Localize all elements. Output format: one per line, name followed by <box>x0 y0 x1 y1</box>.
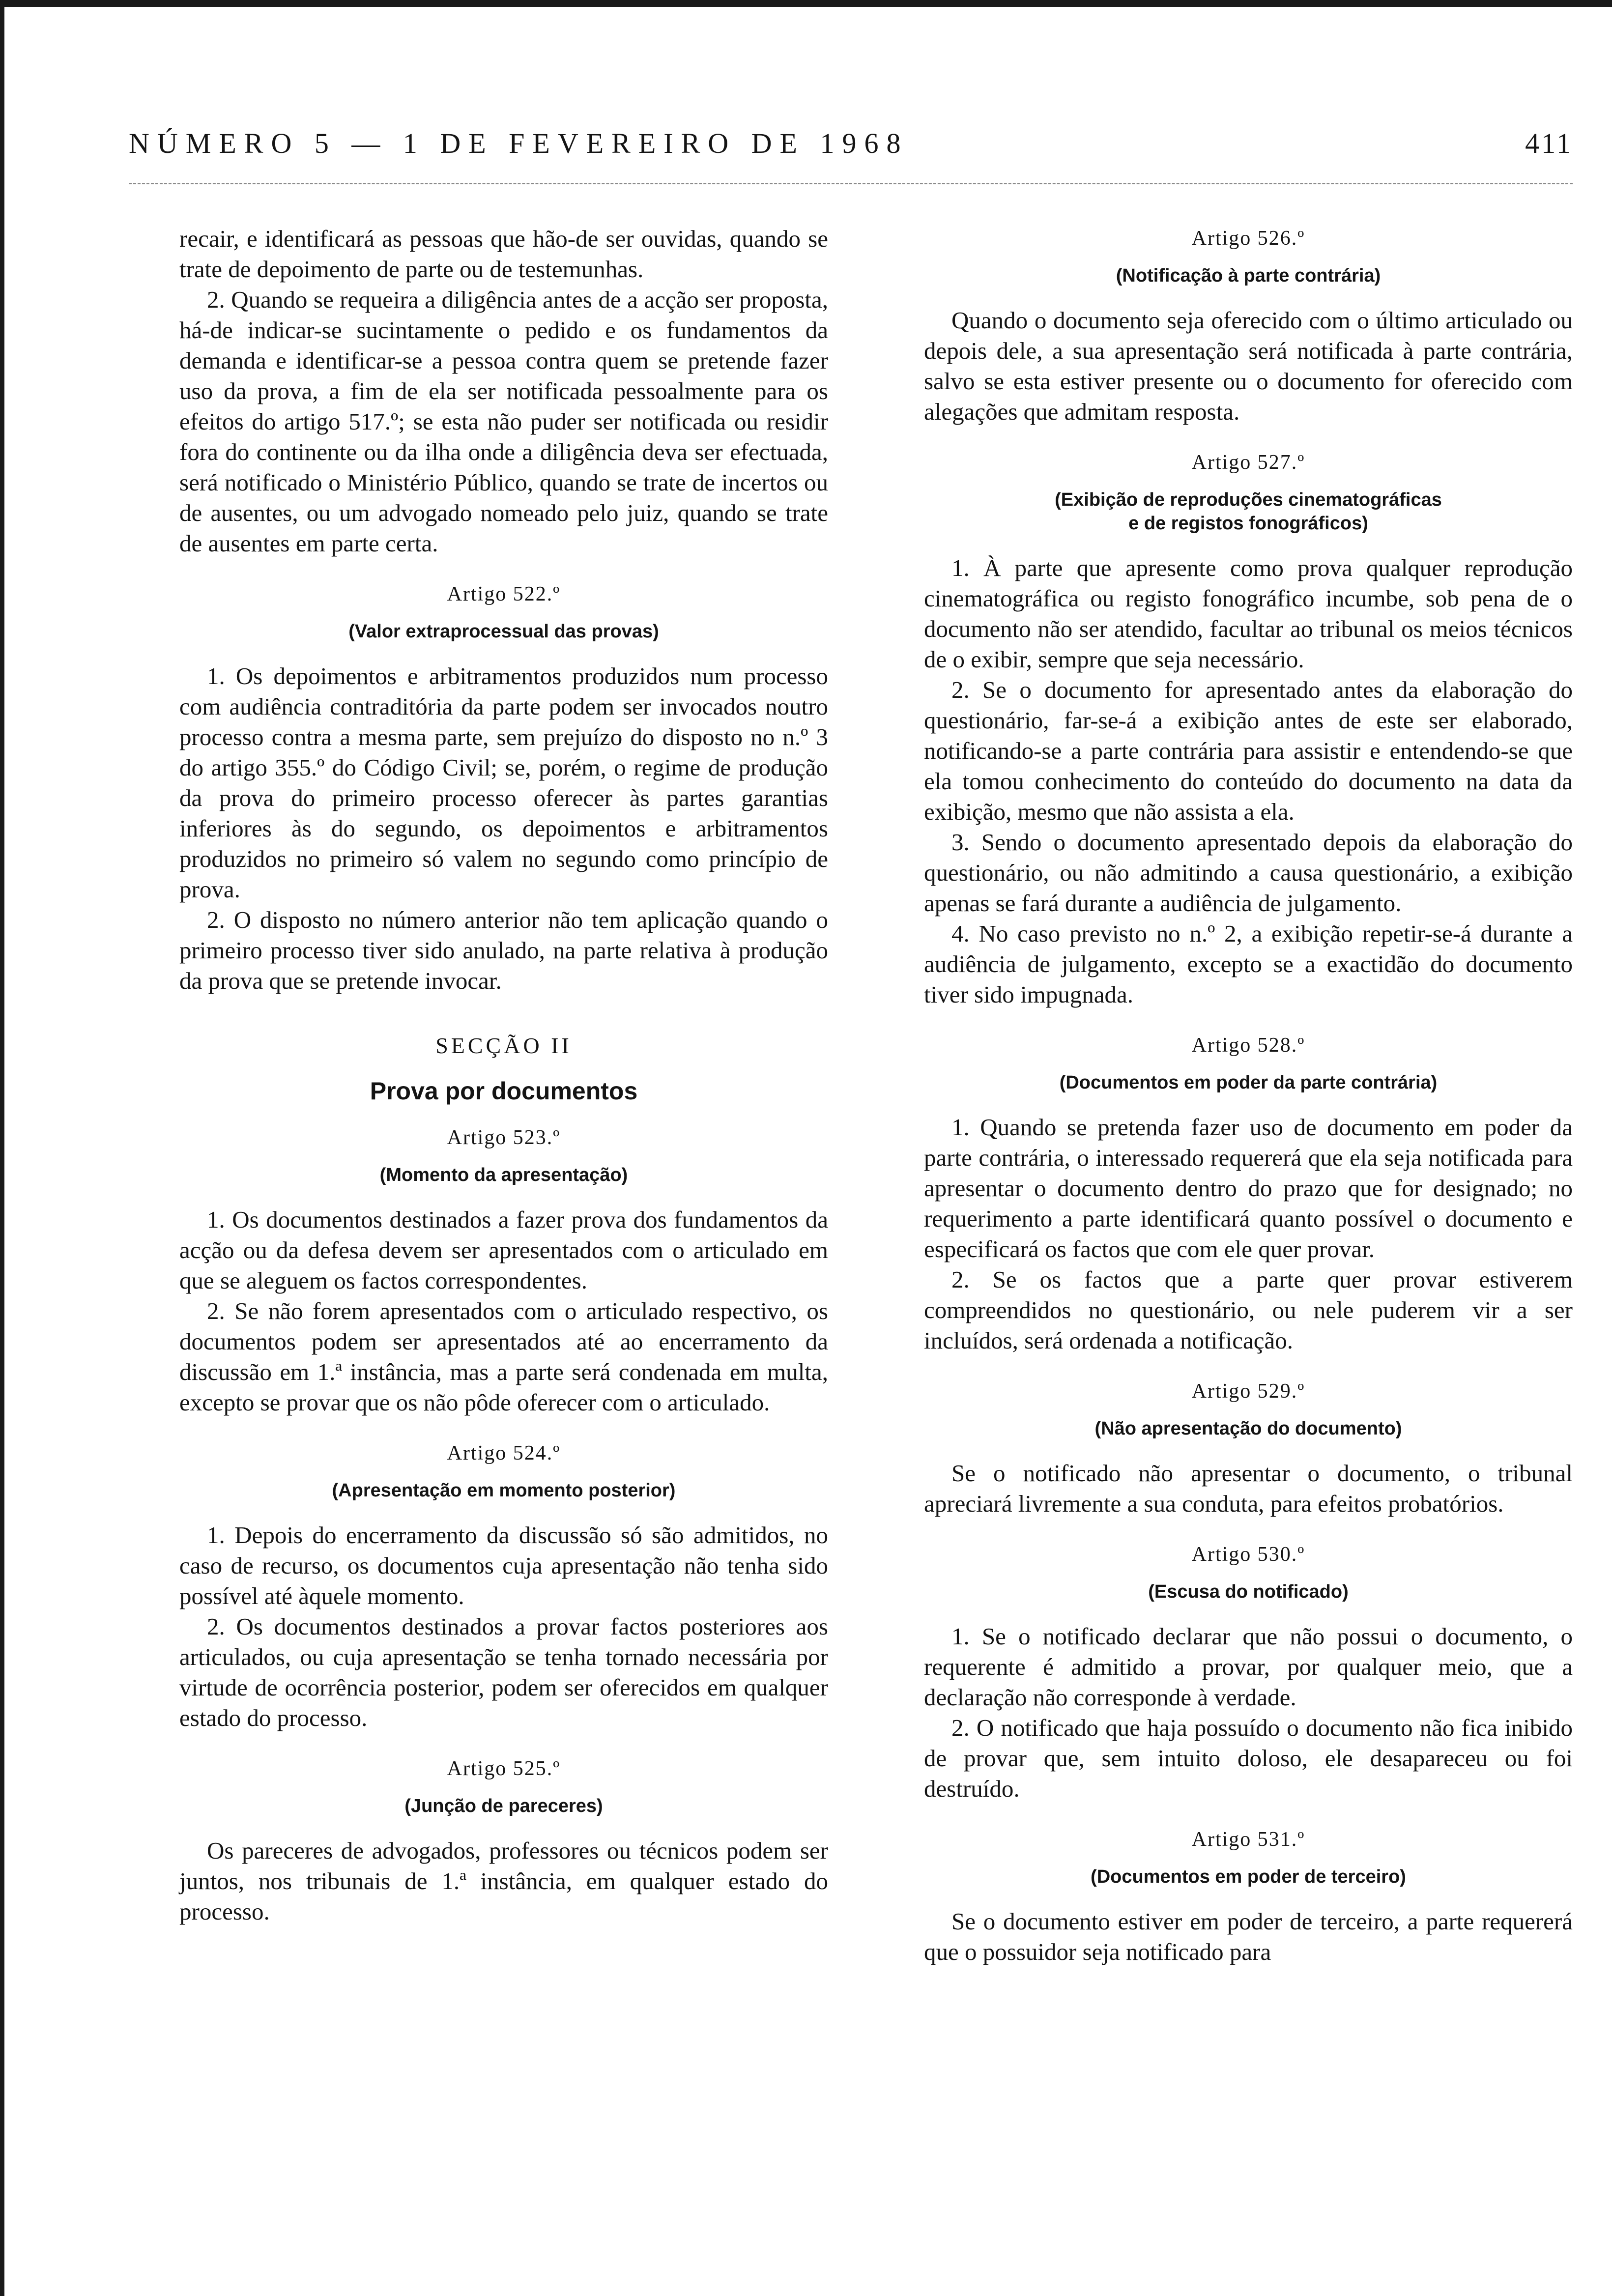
paragraph: 2. Os documentos destinados a provar factos posteriores aos articulados, ou cuja apresentação se tenha tornado necessária por virtude de ocorrência posterior, podem ser oferecidos em qualquer estado do processo. <box>179 1613 828 1731</box>
article-530-title: Artigo 530.º <box>1191 1543 1305 1566</box>
paragraph: 1. Se o notificado declarar que não possui o documento, o requerente é admitido a provar, por qualquer meio, que a declaração não corresponde à verdade. <box>924 1623 1573 1711</box>
paragraph: 2. Se os factos que a parte quer provar estiverem compreendidos no questionário, ou nele puderem vir a ser incluídos, será ordenada a notificação. <box>924 1266 1573 1354</box>
page-left-border <box>0 0 4 2296</box>
paragraph: Quando o documento seja oferecido com o último articulado ou depois dele, a sua apresentação será notificada à parte contrária, salvo se esta estiver presente ou o documento for oferecido com alegações que admitam resposta. <box>924 307 1573 425</box>
paragraph: 4. No caso previsto no n.º 2, a exibição repetir-se-á durante a audiência de julgamento, excepto se a exactidão do documento tiver sido impugnada. <box>924 920 1573 1008</box>
article-529-title: Artigo 529.º <box>1191 1380 1305 1403</box>
paragraph: Os pareceres de advogados, professores ou técnicos podem ser juntos, nos tribunais de 1.ª instância, em qualquer estado do processo. <box>179 1837 828 1925</box>
paragraph: 1. Os documentos destinados a fazer prova dos fundamentos da acção ou da defesa devem ser apresentados com o articulado em que se aleguem os factos correspondentes. <box>179 1206 828 1294</box>
page-number: 411 <box>1525 127 1573 159</box>
article-528-title: Artigo 528.º <box>1191 1034 1305 1057</box>
article-526-title: Artigo 526.º <box>1191 227 1305 250</box>
left-column <box>179 224 828 1927</box>
paragraph: 3. Sendo o documento apresentado depois da elaboração do questionário, ou não admitindo a causa questionário, a exibição apenas se fará durante a audiência de julgamento. <box>924 829 1573 917</box>
rubric-line: (Exibição de reproduções cinematográficas <box>1055 489 1442 510</box>
paragraph: 2. O disposto no número anterior não tem aplicação quando o primeiro processo tiver sido anulado, na parte relativa à produção da prova que se pretende invocar. <box>179 906 828 994</box>
article-531-title: Artigo 531.º <box>1191 1828 1305 1851</box>
article-524-title: Artigo 524.º <box>447 1442 561 1464</box>
rubric-line: e de registos fonográficos) <box>1128 513 1368 534</box>
page-top-border <box>0 0 1612 7</box>
article-522-rubric: (Valor extraprocessual das provas) <box>348 621 659 642</box>
section-title: Prova por documentos <box>370 1077 638 1105</box>
article-522-title: Artigo 522.º <box>447 583 561 605</box>
article-528-rubric: (Documentos em poder da parte contrária) <box>1059 1072 1438 1093</box>
article-530-rubric: (Escusa do notificado) <box>1148 1581 1349 1602</box>
page-header <box>129 127 1573 171</box>
issue-date: NÚMERO 5 — 1 DE FEVEREIRO DE 1968 <box>129 127 909 159</box>
paragraph: 1. À parte que apresente como prova qualquer reprodução cinematográfica ou registo fonográfico incumbe, sob pena de o documento não ser atendido, facultar ao tribunal os meios técnicos de o exibir, sempre que seja necessário. <box>924 554 1573 673</box>
paragraph: 2. Se o documento for apresentado antes da elaboração do questionário, far-se-á a exibição antes de este ser elaborado, notificando-se a parte contrária para assistir e entendendo-se que ela tomou conhecimento do conteúdo do documento na data da exibição, mesmo que não assista a ela. <box>924 676 1573 825</box>
section-number: SECÇÃO II <box>435 1033 572 1058</box>
paragraph: 2. Se não forem apresentados com o articulado respectivo, os documentos podem ser apresentados até ao encerramento da discussão em 1.ª instância, mas a parte será condenada em multa, excepto se provar que os não pôde oferecer com o articulado. <box>179 1297 828 1416</box>
article-524-rubric: (Apresentação em momento posterior) <box>332 1480 676 1501</box>
article-525-title: Artigo 525.º <box>447 1757 561 1780</box>
paragraph: recair, e identificará as pessoas que hão-de ser ouvidas, quando se trate de depoimento de parte ou de testemunhas. <box>179 225 828 283</box>
paragraph: Se o documento estiver em poder de terceiro, a parte requererá que o possuidor seja notificado para <box>924 1908 1573 1965</box>
header-rule <box>129 183 1573 184</box>
article-527-rubric <box>924 488 1573 535</box>
article-531-rubric: (Documentos em poder de terceiro) <box>1091 1866 1406 1887</box>
article-526-rubric: (Notificação à parte contrária) <box>1116 265 1381 286</box>
paragraph: Se o notificado não apresentar o documento, o tribunal apreciará livremente a sua conduta, para efeitos probatórios. <box>924 1460 1573 1517</box>
article-527-title: Artigo 527.º <box>1191 451 1305 474</box>
paragraph: 1. Depois do encerramento da discussão só são admitidos, no caso de recurso, os documentos cuja apresentação não tenha sido possível até àquele momento. <box>179 1521 828 1609</box>
paragraph: 2. Quando se requeira a diligência antes de a acção ser proposta, há-de indicar-se sucintamente o pedido e os fundamentos da demanda e identificar-se a pessoa contra quem se pretende fazer uso da prova, a fim de ela ser notificada pessoalmente para os efeitos do artigo 517.º; se esta não puder ser notificada ou residir fora do continente ou da ilha onde a diligência deva ser efectuada, será notificado o Ministério Público, quando se trate de incertos ou de ausentes, ou um advogado nomeado pelo juiz, quando se trate de ausentes em parte certa. <box>179 286 828 557</box>
paragraph: 2. O notificado que haja possuído o documento não fica inibido de provar que, sem intuito doloso, ele desapareceu ou foi destruído. <box>924 1714 1573 1802</box>
right-column <box>924 224 1573 1967</box>
article-525-rubric: (Junção de pareceres) <box>404 1796 603 1816</box>
paragraph: 1. Quando se pretenda fazer uso de documento em poder da parte contrária, o interessado requererá que ela seja notificada para apresentar o documento dentro do prazo que for designado; no requerimento a parte identificará quanto possível o documento e especificará os factos que com ele quer provar. <box>924 1114 1573 1263</box>
article-523-title: Artigo 523.º <box>447 1126 561 1149</box>
paragraph: 1. Os depoimentos e arbitramentos produzidos num processo com audiência contraditória da parte podem ser invocados noutro processo contra a mesma parte, sem prejuízo do disposto no n.º 3 do artigo 355.º do Código Civil; se, porém, o regime de produção da prova do primeiro processo oferecer às partes garantias inferiores às do segundo, os depoimentos e arbitramentos produzidos no primeiro só valem no segundo como princípio de prova. <box>179 662 828 903</box>
article-523-rubric: (Momento da apresentação) <box>379 1165 628 1185</box>
article-529-rubric: (Não apresentação do documento) <box>1094 1418 1402 1439</box>
